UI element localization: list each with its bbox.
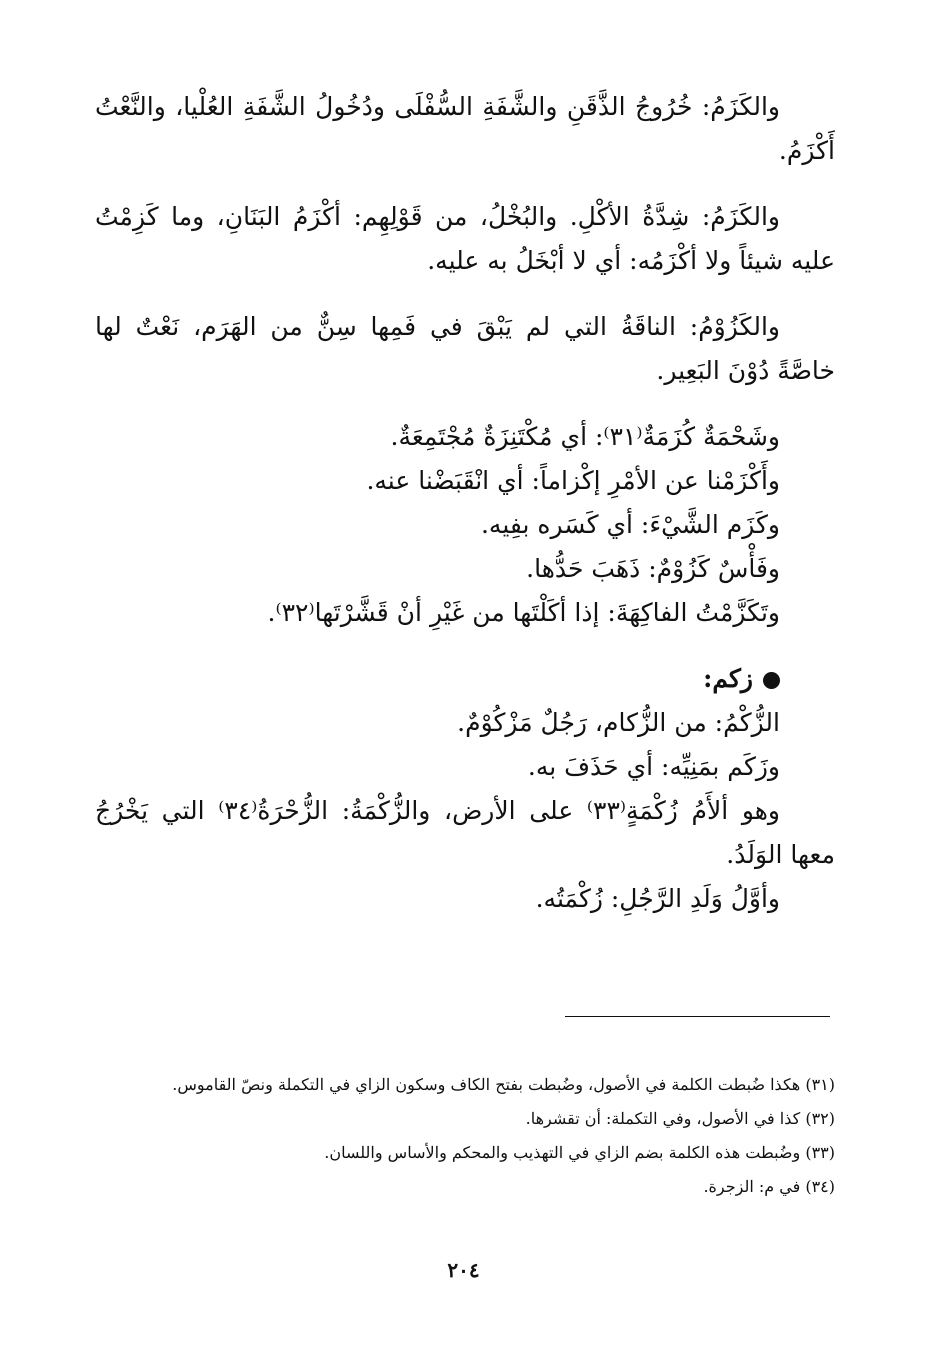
- entry-zakama: وزَكَم بمَنِيِّه: أي حَذَفَ به.: [527, 752, 780, 781]
- entry-kazam-eating: والكَزَمُ: شِدَّةُ الأكْلِ. والبُخْلُ، من قَوْلِهِم: أكْزَمُ البَنَانِ، وما كَزِمْتُ عليه شيئاً ولا أكْزَمُه: أي لا أبْخَلُ به عليه.: [95, 202, 835, 275]
- entry-awwal-walad: وأوَّلُ وَلَدِ الرَّجُلِ: زُكْمَتُه.: [535, 884, 780, 913]
- footnote-32: (٣٢) كذا في الأصول، وفي التكملة: أن تقشرها.: [525, 1109, 835, 1128]
- footnote-34: (٣٤) في م: الزجرة.: [703, 1177, 835, 1196]
- entry-kazam-chin: والكَزَمُ: خُرُوجُ الذَّقَنِ والشَّفَةِ السُّفْلَى ودُخُولُ الشَّفَةِ العُلْيا، والنَّعْتُ أَكْزَمُ.: [95, 92, 835, 165]
- footnote-divider: [565, 1016, 830, 1017]
- section-heading-label: زكم:: [703, 664, 753, 693]
- page-number: ٢٠٤: [447, 1258, 480, 1282]
- entry-zukma-alam: وهو ألأَمُ زُكْمَةٍ⁽٣٣⁾ على الأرض، والزُّكْمَةُ: الزُّحْرَةُ⁽٣٤⁾ التي يَخْرُجُ معها الوَلَدُ.: [95, 796, 835, 869]
- entry-takazzamtu: وتَكَزَّمْتُ الفاكِهَةَ: إذا أكَلْتَها من غَيْرِ أنْ قَشَّرْتَها⁽٣٢⁾.: [267, 598, 780, 627]
- entry-zukm: الزُّكْمُ: من الزُّكام، رَجُلٌ مَزْكُوْمٌ.: [457, 708, 780, 737]
- entry-akzamna: وأَكْزَمْنا عن الأمْرِ إكْزاماً: أي انْقَبَضْنا عنه.: [366, 466, 780, 495]
- entry-shahma-kuzama: وشَحْمَةٌ كُزَمَةٌ⁽٣١⁾: أي مُكْتَنِزَةٌ مُجْتَمِعَةٌ.: [390, 422, 780, 451]
- bullet-icon: [763, 672, 780, 689]
- entry-kazum-camel: والكَزُوْمُ: الناقَةُ التي لم يَبْقَ في فَمِها سِنٌّ من الهَرَم، نَعْتٌ لها خاصَّةً دُوْنَ البَعِير.: [95, 312, 835, 385]
- page-body: [95, 85, 835, 921]
- section-gap: [95, 635, 835, 657]
- entry-kazama-shay: وكَزَم الشَّيْءَ: أي كَسَره بفِيه.: [480, 510, 780, 539]
- footnotes: [95, 1068, 835, 1204]
- entry-fas-kazum: وفَأْسٌ كَزُوْمٌ: ذَهَبَ حَدُّها.: [526, 554, 780, 583]
- footnote-33: (٣٣) وضُبطت هذه الكلمة بضم الزاي في التهذيب والمحكم والأساس واللسان.: [324, 1143, 835, 1162]
- footnote-31: (٣١) هكذا ضُبطت الكلمة في الأصول، وضُبطت بفتح الكاف وسكون الزاي في التكملة ونصّ القاموس.: [172, 1075, 835, 1094]
- section-heading: [95, 657, 835, 701]
